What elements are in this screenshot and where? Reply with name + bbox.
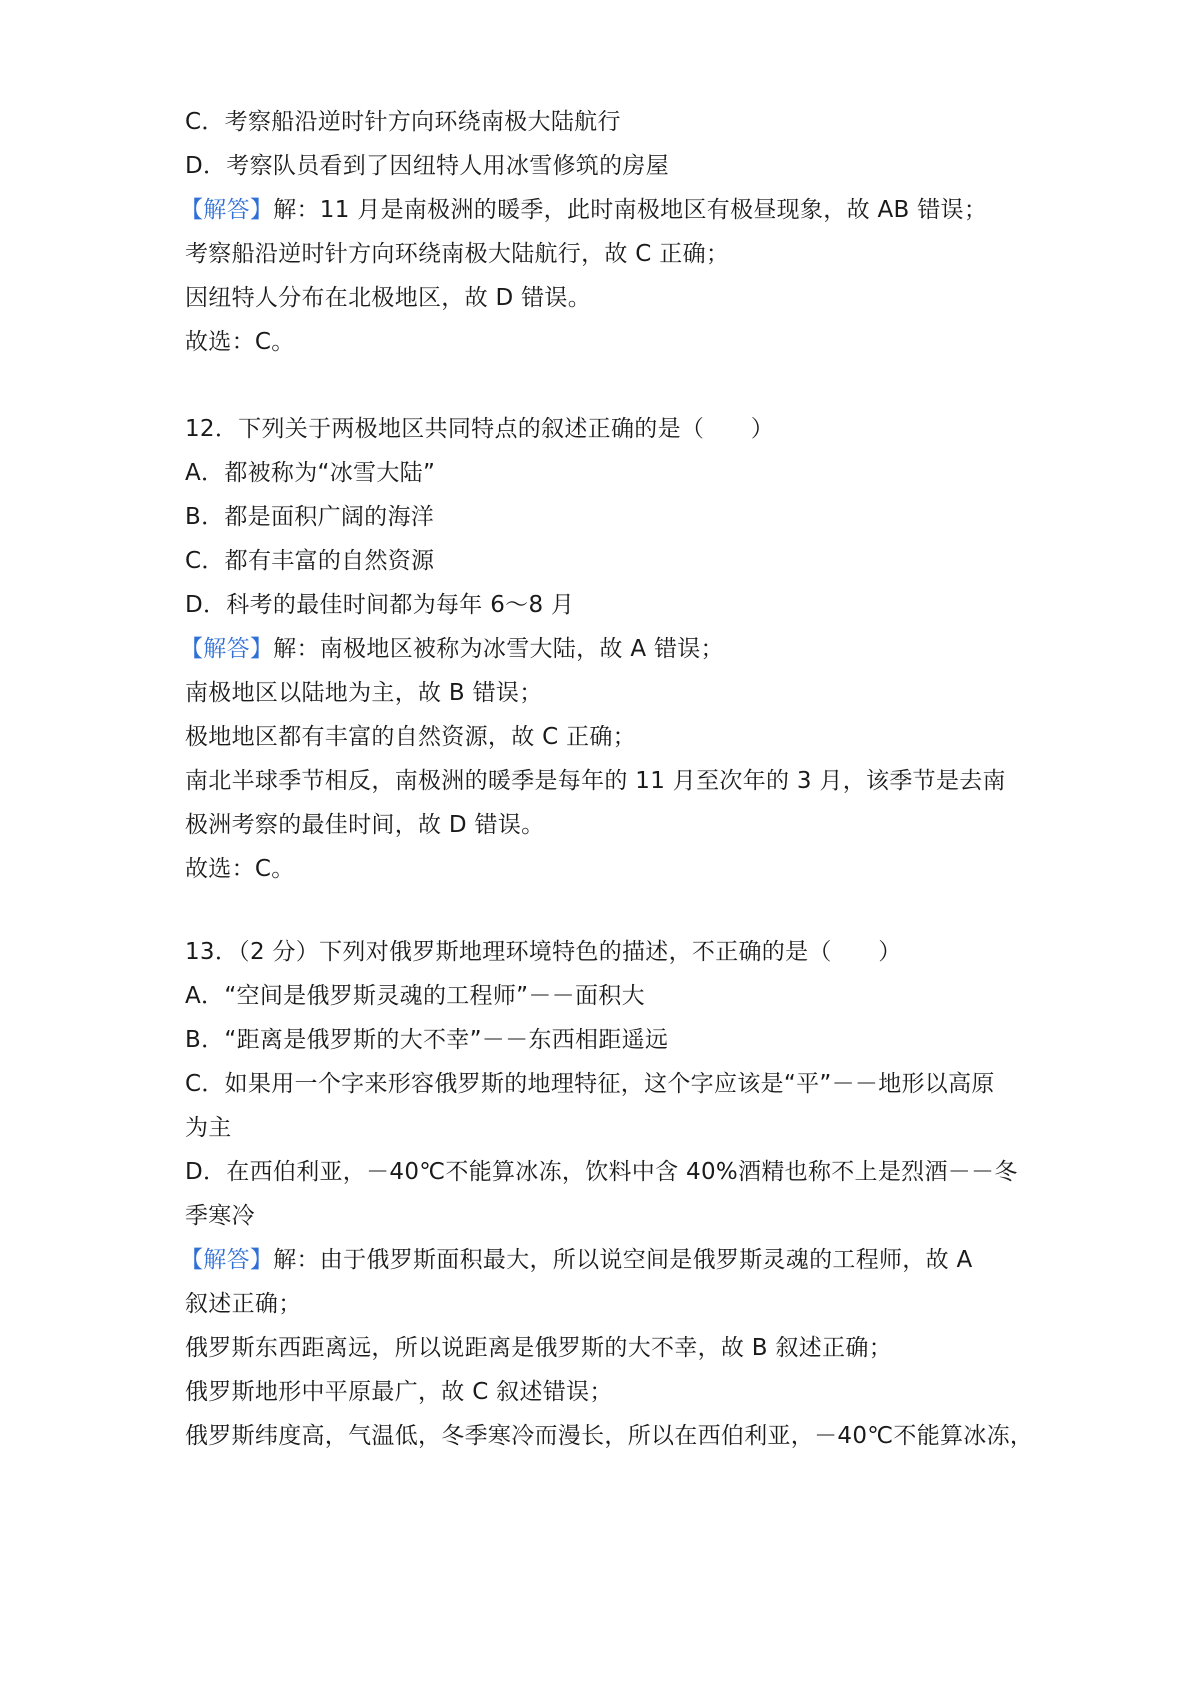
- q12-option-d: D．科考的最佳时间都为每年 6～8 月: [185, 592, 575, 618]
- q13-option-c: C．如果用一个字来形容俄罗斯的地理特征，这个字应该是“平”－－地形以高原: [185, 1071, 995, 1097]
- q11-answer-line: 故选：C。: [185, 329, 295, 355]
- answer-text: 解：11 月是南极洲的暖季，此时南极地区有极昼现象，故 AB 错误；: [273, 197, 988, 223]
- q12-answer-line: [180, 634, 724, 664]
- q12-answer-line: 南北半球季节相反，南极洲的暖季是每年的 11 月至次年的 3 月，该季节是去南: [185, 768, 1006, 794]
- q13-answer-line: [180, 1245, 973, 1275]
- q11-answer-line: 考察船沿逆时针方向环绕南极大陆航行，故 C 正确；: [185, 241, 730, 267]
- q13-option-c-cont: 为主: [185, 1115, 232, 1141]
- q13-answer-line: 俄罗斯纬度高，气温低，冬季寒冷而漫长，所以在西伯利亚，－40℃不能算冰冻，: [185, 1423, 1034, 1449]
- q13-answer-line: 俄罗斯地形中平原最广，故 C 叙述错误；: [185, 1379, 613, 1405]
- answer-tag: 【解答】: [180, 1247, 274, 1273]
- q12-option-a: A．都被称为“冰雪大陆”: [185, 460, 436, 486]
- q11-answer-line: 因纽特人分布在北极地区，故 D 错误。: [185, 285, 592, 311]
- q13-option-b: B．“距离是俄罗斯的大不幸”－－东西相距遥远: [185, 1027, 669, 1053]
- q12-answer-line: 故选：C。: [185, 856, 295, 882]
- q13-answer-line: 俄罗斯东西距离远，所以说距离是俄罗斯的大不幸，故 B 叙述正确；: [185, 1335, 893, 1361]
- answer-text: 解：由于俄罗斯面积最大，所以说空间是俄罗斯灵魂的工程师，故 A: [273, 1247, 973, 1273]
- q13-stem: 13．（2 分）下列对俄罗斯地理环境特色的描述，不正确的是（ ）: [185, 939, 902, 965]
- q12-answer-line: 极洲考察的最佳时间，故 D 错误。: [185, 812, 545, 838]
- q12-answer-line: 南极地区以陆地为主，故 B 错误；: [185, 680, 543, 706]
- answer-tag: 【解答】: [180, 636, 274, 662]
- q12-answer-line: 极地地区都有丰富的自然资源，故 C 正确；: [185, 724, 636, 750]
- q13-option-d: D．在西伯利亚，－40℃不能算冰冻，饮料中含 40%酒精也称不上是烈酒－－冬: [185, 1159, 1018, 1185]
- q12-stem: 12．下列关于两极地区共同特点的叙述正确的是（ ）: [185, 416, 775, 442]
- q11-answer-line: [180, 195, 987, 225]
- q12-option-c: C．都有丰富的自然资源: [185, 548, 435, 574]
- q12-option-b: B．都是面积广阔的海洋: [185, 504, 435, 530]
- q13-option-d-cont: 季寒冷: [185, 1203, 255, 1229]
- answer-text: 解：南极地区被称为冰雪大陆，故 A 错误；: [273, 636, 724, 662]
- q11-option-c: C．考察船沿逆时针方向环绕南极大陆航行: [185, 109, 621, 135]
- q13-answer-line: 叙述正确；: [185, 1291, 302, 1317]
- answer-tag: 【解答】: [180, 197, 274, 223]
- q13-option-a: A．“空间是俄罗斯灵魂的工程师”－－面积大: [185, 983, 645, 1009]
- q11-option-d: D．考察队员看到了因纽特人用冰雪修筑的房屋: [185, 153, 670, 179]
